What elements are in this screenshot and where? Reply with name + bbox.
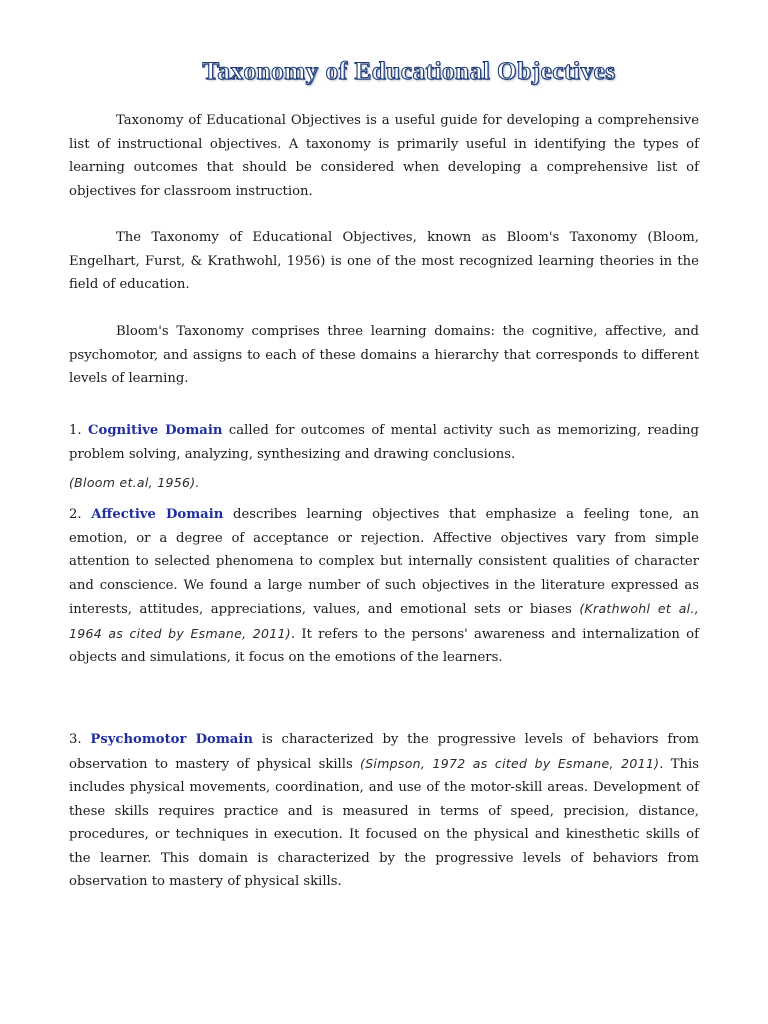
- affective-domain-section: [69, 503, 699, 670]
- affective-domain-heading: Affective Domain: [91, 507, 224, 522]
- affective-domain-text-continued: . It refers to the persons' awareness and internalization of objects and simulations, it focus on the emotions of the learners.: [69, 626, 700, 665]
- learning-domains-paragraph: Bloom's Taxonomy comprises three learning domains: the cognitive, affective, and psychomotor, and assigns to each of these domains a hierarchy that corresponds to different levels of learning.: [69, 324, 699, 386]
- affective-domain-citation: (Krathwohl et al., 1964 as cited by Esmane, 2011): [69, 601, 700, 641]
- page-title: Taxonomy of Educational Objectives: [202, 58, 616, 85]
- blooms-taxonomy-paragraph: The Taxonomy of Educational Objectives, known as Bloom's Taxonomy (Bloom, Engelhart, Furst, & Krathwohl, 1956) is one of the most recognized learning theories in the field of education.: [69, 230, 699, 292]
- psychomotor-domain-citation: (Simpson, 1972 as cited by Esmane, 2011): [360, 755, 660, 771]
- cognitive-domain-citation-line: [69, 471, 699, 496]
- affective-domain-number: 2.: [69, 507, 82, 522]
- psychomotor-domain-section: [69, 728, 699, 894]
- cognitive-domain-citation: (Bloom et.al, 1956).: [69, 475, 200, 490]
- psychomotor-domain-number: 3.: [69, 732, 82, 747]
- affective-domain-text: describes learning objectives that emphasize a feeling tone, an emotion, or a degree of acceptance or rejection. Affective objectives vary from simple attention to selected phenomena to complex but internally consistent qualities of character and conscience. We found a large number of such objectives in the literature expressed as interests, attitudes, appreciations, values, and emotional sets or biases: [69, 507, 699, 617]
- psychomotor-domain-text: is characterized by the progressive levels of behaviors from observation to mastery of physical skills: [69, 732, 700, 772]
- intro-paragraph: Taxonomy of Educational Objectives is a useful guide for developing a comprehensive list of instructional objectives. A taxonomy is primarily useful in identifying the types of learning outcomes that should be considered when developing a comprehensive list of objectives for classroom instruction.: [69, 113, 699, 199]
- psychomotor-domain-heading: Psychomotor Domain: [90, 732, 253, 747]
- cognitive-domain-number: 1.: [69, 423, 82, 438]
- cognitive-domain-section: [69, 419, 699, 466]
- cognitive-domain-heading: Cognitive Domain: [88, 423, 223, 438]
- cognitive-domain-text: called for outcomes of mental activity such as memorizing, reading problem solving, analyzing, synthesizing and drawing conclusions.: [69, 423, 699, 462]
- psychomotor-domain-text-continued: . This includes physical movements, coordination, and use of the motor-skill areas. Development of these skills requires practice and is measured in terms of speed, precision, distance, procedures, or techniques in execution. It focused on the physical and kinesthetic skills of the learner. This domain is characterized by the progressive levels of behaviors from observation to mastery of physical skills.: [69, 756, 699, 889]
